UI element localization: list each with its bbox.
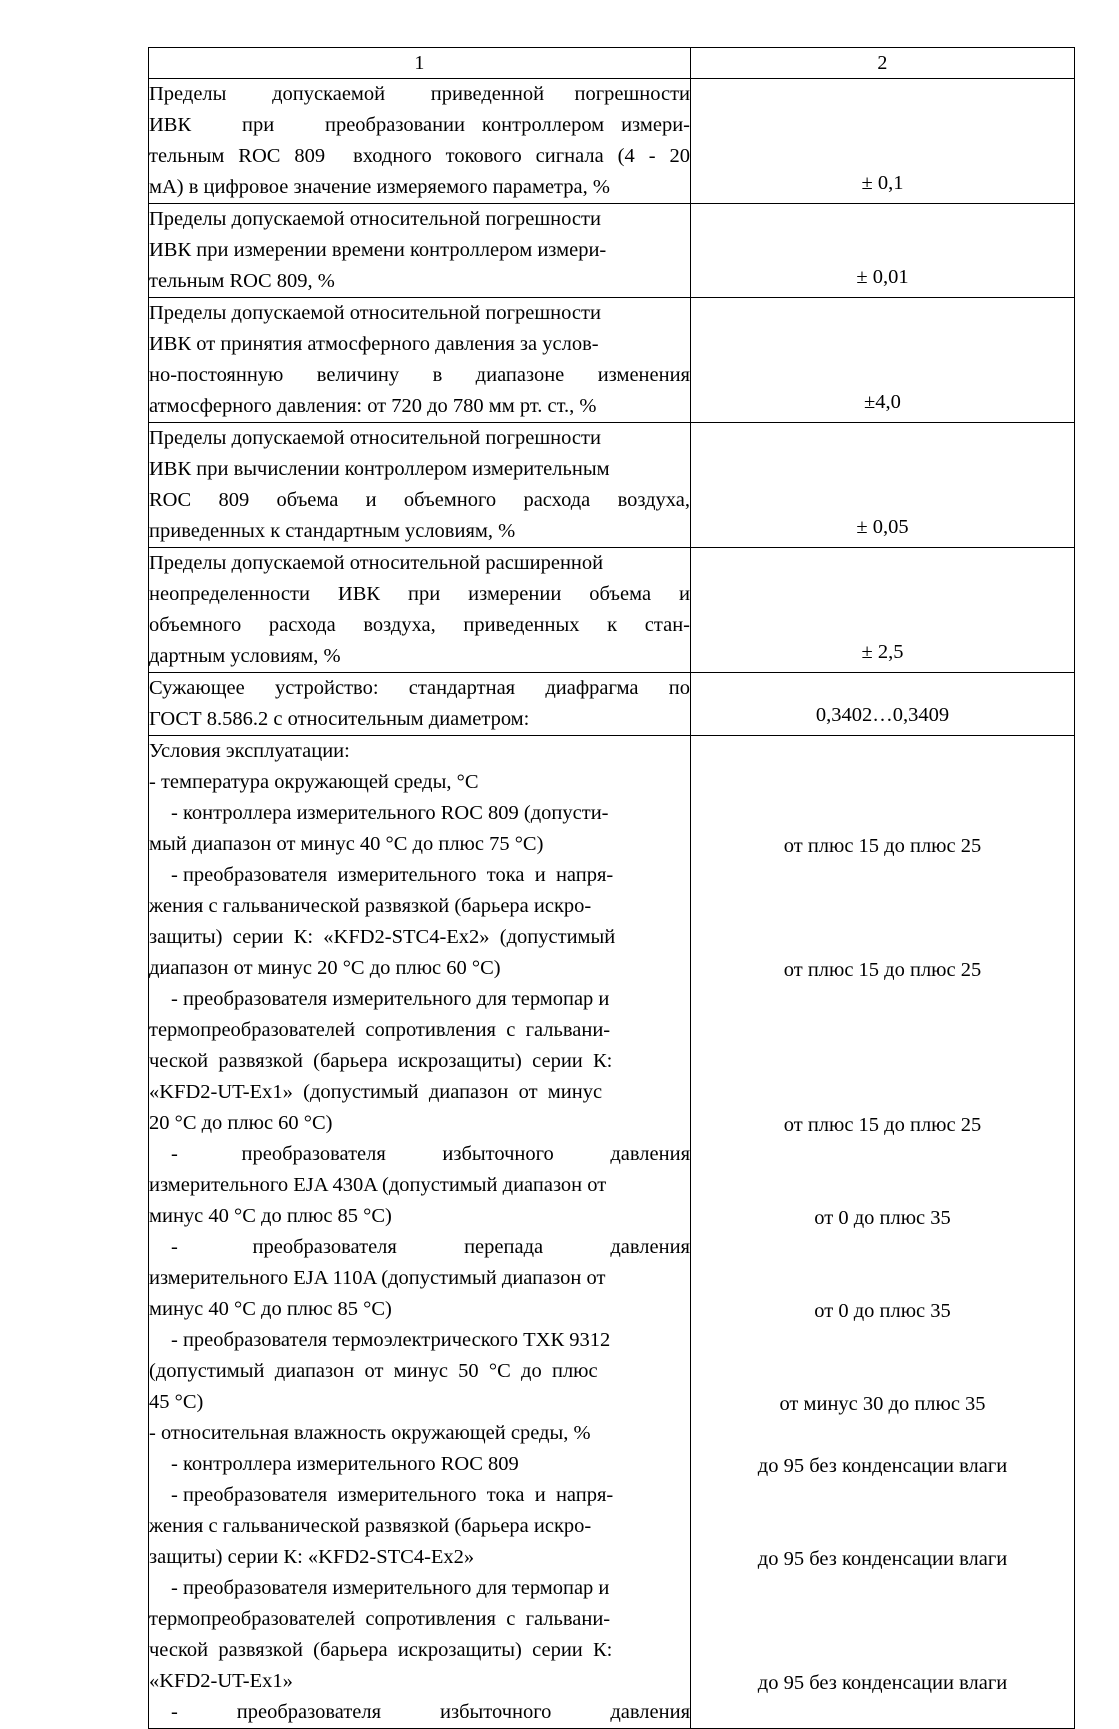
description-line: - контроллера измерительного ROC 809 (допусти- [171,802,609,824]
value-text: ± 0,05 [856,516,909,538]
value-text: от плюс 15 до плюс 25 [783,835,982,857]
value-text: 0,3402…0,3409 [815,704,950,726]
description-line: атмосферного давления: от 720 до 780 мм рт. ст., % [149,395,597,417]
table-body [149,79,1075,1729]
description-line: ческой развязкой (барьера искрозащиты) серии К: [149,1639,613,1661]
description-line: «KFD2-UT-Ex1» (допустимый диапазон от минус [149,1081,603,1103]
value-cell [691,423,1075,548]
description-line: мый диапазон от минус 40 °С до плюс 75 °С) [149,833,544,855]
description-line: дартным условиям, % [149,645,341,667]
description-line: Пределы допускаемой относительной погрешности [149,302,601,324]
description-line: Пределы допускаемой относительной погрешности [149,208,601,230]
table-header-row [149,48,1075,79]
description-line: защиты) серии К: «KFD2-STC4-Ex2» (допустимый [149,926,616,948]
value-text: от минус 30 до плюс 35 [779,1393,986,1415]
value-cell [691,298,1075,423]
value-cell [691,79,1075,204]
description-line: ческой развязкой (барьера искрозащиты) серии К: [149,1050,613,1072]
description-line: ИВК от принятия атмосферного давления за услов- [149,333,599,355]
value-text: от 0 до плюс 35 [814,1300,951,1322]
description-line: приведенных к стандартным условиям, % [149,520,516,542]
description-line: минус 40 °С до плюс 85 °С) [149,1205,392,1227]
description-line: жения с гальванической развязкой (барьера искро- [149,1515,592,1537]
description-line: - преобразователя избыточного давления [171,1143,690,1165]
table-row [149,298,1075,423]
table-row [149,79,1075,204]
description-line: ИВК при измерении времени контроллером измери- [149,239,607,261]
value-text: ± 0,01 [856,266,909,288]
description-line: ГОСТ 8.586.2 с относительным диаметром: [149,708,530,730]
value-text: ± 0,1 [861,172,904,194]
value-text: ±4,0 [864,391,901,413]
specification-table [148,47,1075,1729]
description-line: - преобразователя измерительного тока и напря- [171,864,614,886]
description-line: термопреобразователей сопротивления с гальвани- [149,1608,611,1630]
description-line: диапазон от минус 20 °С до плюс 60 °С) [149,957,501,979]
description-cell [149,79,691,204]
description-line: Пределы допускаемой приведенной погрешности [149,83,690,105]
value-text: до 95 без конденсации влаги [757,1672,1008,1694]
description-line: - преобразователя измерительного для термопар и [171,1577,610,1599]
description-line: измерительного EJA 110A (допустимый диапазон от [149,1267,606,1289]
description-line: - преобразователя термоэлектрического ТХК 9312 [171,1329,611,1351]
description-cell [149,548,691,673]
table-row [149,423,1075,548]
value-text: до 95 без конденсации влаги [757,1455,1008,1477]
description-line: 45 °С) [149,1391,204,1413]
description-line: - температура окружающей среды, °С [149,771,479,793]
description-line: защиты) серии К: «KFD2-STC4-Ex2» [149,1546,475,1568]
description-line: ROC 809 объема и объемного расхода воздуха, [149,489,690,511]
table-header [149,48,1075,79]
description-line: Пределы допускаемой относительной погрешности [149,427,601,449]
description-line: термопреобразователей сопротивления с гальвани- [149,1019,611,1041]
description-cell [149,204,691,298]
description-line: неопределенности ИВК при измерении объема и [149,583,690,605]
value-text: от плюс 15 до плюс 25 [783,959,982,981]
table-row-operating-conditions [149,736,1075,1729]
description-cell [149,298,691,423]
description-line: (допустимый диапазон от минус 50 °С до плюс [149,1360,598,1382]
value-cell-operating-conditions [691,736,1075,1729]
description-line: - контроллера измерительного ROC 809 [171,1453,519,1475]
column-header-2: 2 [691,48,1075,79]
description-line: - преобразователя перепада давления [171,1236,690,1258]
description-line: объемного расхода воздуха, приведенных к стан- [149,614,690,636]
description-line: - преобразователя избыточного давления [171,1701,690,1723]
description-cell [149,673,691,736]
value-text: от плюс 15 до плюс 25 [783,1114,982,1136]
value-cell [691,673,1075,736]
table-row [149,673,1075,736]
description-line: Сужающее устройство: стандартная диафрагма по [149,677,690,699]
description-cell [149,736,691,1729]
description-line: - преобразователя измерительного тока и напря- [171,1484,614,1506]
value-cell [691,204,1075,298]
description-line: мА) в цифровое значение измеряемого параметра, % [149,176,610,198]
column-header-1: 1 [149,48,691,79]
value-text: до 95 без конденсации влаги [757,1548,1008,1570]
description-line: ИВК при вычислении контроллером измерительным [149,458,610,480]
description-line: тельным ROC 809, % [149,270,335,292]
description-line: тельным ROC 809 входного токового сигнала (4 - 20 [149,145,690,167]
description-line: измерительного EJA 430A (допустимый диапазон от [149,1174,607,1196]
value-cell [691,548,1075,673]
description-line: но-постоянную величину в диапазоне изменения [149,364,690,386]
description-line: - относительная влажность окружающей среды, % [149,1422,591,1444]
value-text: от 0 до плюс 35 [814,1207,951,1229]
table-row [149,548,1075,673]
table-row [149,204,1075,298]
description-line: жения с гальванической развязкой (барьера искро- [149,895,592,917]
description-line: - преобразователя измерительного для термопар и [171,988,610,1010]
value-text: ± 2,5 [861,641,904,663]
description-line: минус 40 °С до плюс 85 °С) [149,1298,392,1320]
description-line: Пределы допускаемой относительной расширенной [149,552,604,574]
description-line: 20 °С до плюс 60 °С) [149,1112,333,1134]
description-cell [149,423,691,548]
description-line: ИВК при преобразовании контроллером измери- [149,114,690,136]
description-line: «KFD2-UT-Ex1» [149,1670,293,1692]
description-line: Условия эксплуатации: [149,740,350,762]
